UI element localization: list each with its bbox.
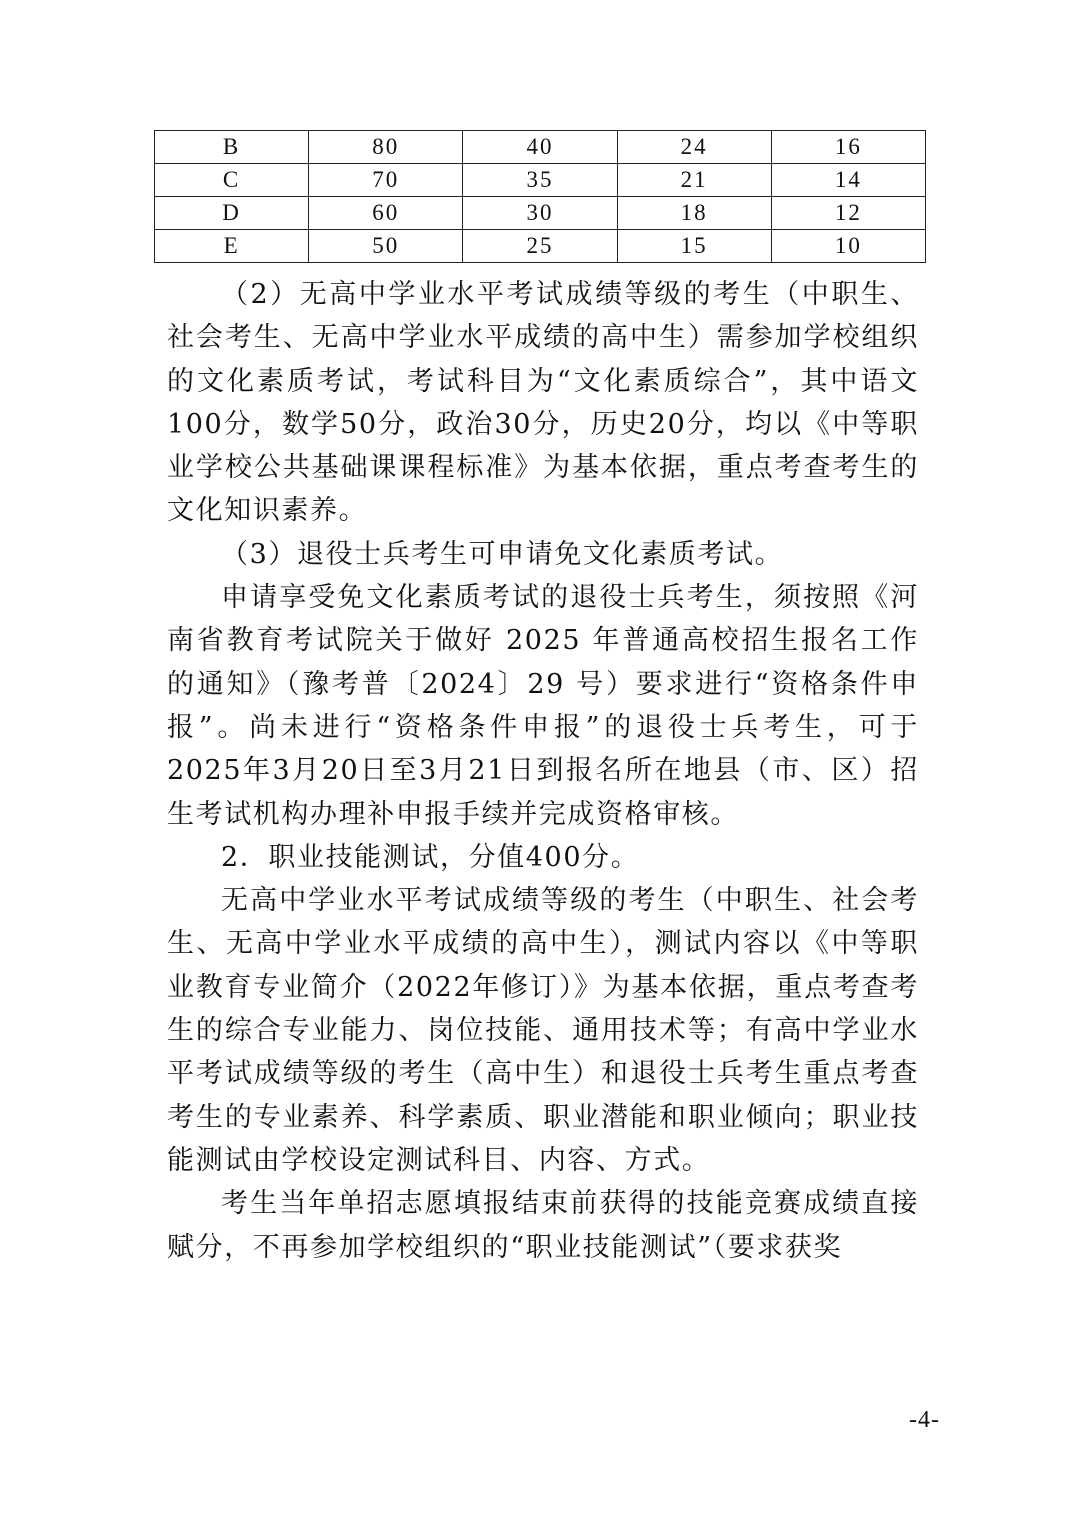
table-row <box>155 197 926 230</box>
table-cell: D <box>155 197 309 230</box>
paragraph-veteran-application: 申请享受免文化素质考试的退役士兵考生，须按照《河南省教育考试院关于做好 2025 年普通高校招生报名工作的通知》（豫考普〔2024〕29 号）要求进行“资格条件申报”。尚未进行“资格条件申报”的退役士兵考生，可于 2025年3月20日至3月21日到报名所在地县（市、区）招生考试机构办理补申报手续并完成资格审核。 <box>167 582 919 830</box>
table-cell: 16 <box>771 131 925 164</box>
table-cell: 50 <box>309 230 463 263</box>
table-cell: 30 <box>463 197 617 230</box>
table-cell: 70 <box>309 164 463 197</box>
table-cell: 12 <box>771 197 925 230</box>
table-row <box>155 131 926 164</box>
table-cell: 40 <box>463 131 617 164</box>
page-number: -4- <box>909 1407 940 1433</box>
table-cell: 80 <box>309 131 463 164</box>
paragraph-competition-score: 考生当年单招志愿填报结束前获得的技能竞赛成绩直接赋分，不再参加学校组织的“职业技能测试”（要求获奖 <box>167 1188 919 1263</box>
table-cell: C <box>155 164 309 197</box>
table-row <box>155 230 926 263</box>
table-cell: 60 <box>309 197 463 230</box>
paragraph-veteran-exemption: （3）退役士兵考生可申请免文化素质考试。 <box>221 538 784 570</box>
table-cell: E <box>155 230 309 263</box>
table-cell: B <box>155 131 309 164</box>
table-cell: 24 <box>617 131 771 164</box>
paragraph-culture-exam: （2）无高中学业水平考试成绩等级的考生（中职生、社会考生、无高中学业水平成绩的高中生）需参加学校组织的文化素质考试，考试科目为“文化素质综合”，其中语文100分，数学50分，政治30分，历史20分，均以《中等职业学校公共基础课课程标准》为基本依据，重点考查考生的文化知识素养。 <box>167 279 919 527</box>
paragraph-skill-test-content: 无高中学业水平考试成绩等级的考生（中职生、社会考生、无高中学业水平成绩的高中生），测试内容以《中等职业教育专业简介（2022年修订）》为基本依据，重点考查考生的综合专业能力、岗位技能、通用技术等；有高中学业水平考试成绩等级的考生（高中生）和退役士兵考生重点考查考生的专业素养、科学素质、职业潜能和职业倾向；职业技能测试由学校设定测试科目、内容、方式。 <box>167 885 919 1176</box>
table-cell: 18 <box>617 197 771 230</box>
table-cell: 14 <box>771 164 925 197</box>
table-cell: 10 <box>771 230 925 263</box>
grade-score-table <box>154 130 926 263</box>
table-cell: 15 <box>617 230 771 263</box>
table-cell: 25 <box>463 230 617 263</box>
paragraph-skill-test-heading: 2．职业技能测试，分值400分。 <box>221 841 640 873</box>
table-cell: 21 <box>617 164 771 197</box>
table-cell: 35 <box>463 164 617 197</box>
document-body <box>167 273 919 1269</box>
table-row <box>155 164 926 197</box>
